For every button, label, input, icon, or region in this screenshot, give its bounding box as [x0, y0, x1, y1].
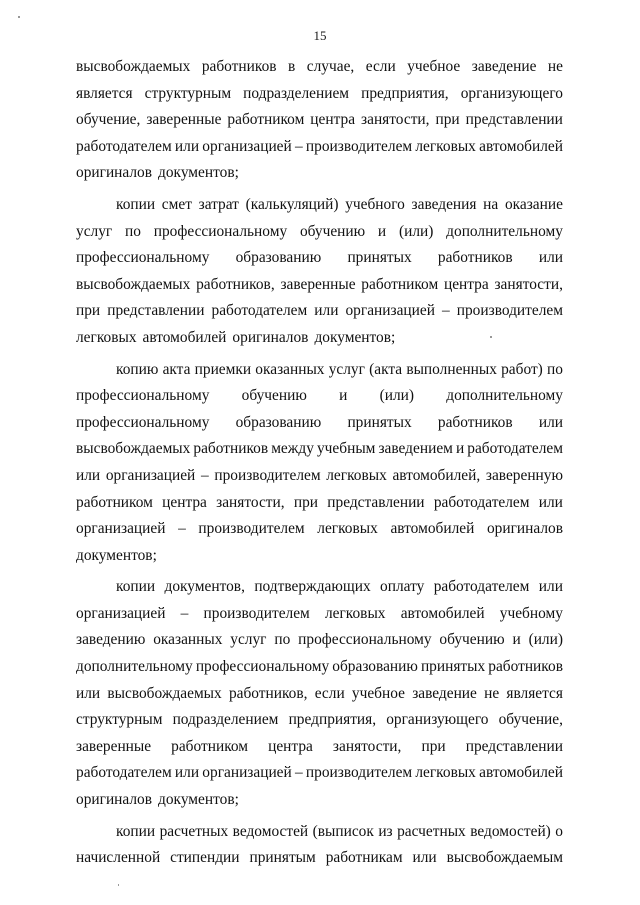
- text-line: структурным подразделением предприятия, организующего обучение,: [76, 711, 563, 729]
- text-line: легковых автомобилей оригиналов документов;: [76, 328, 396, 346]
- text-line: организацией – производителем легковых автомобилей оригиналов: [76, 520, 563, 538]
- document-body: [76, 54, 563, 872]
- text-line: дополнительному профессиональному образованию принятых работников: [76, 658, 563, 676]
- text-line: профессиональному обучению и (или) дополнительному: [76, 387, 563, 405]
- text-line: оригиналов документов;: [76, 791, 239, 809]
- text-line: услуг по профессиональному обучению и (или) дополнительному: [76, 222, 563, 240]
- text-line: копии смет затрат (калькуляций) учебного заведения на оказание: [116, 195, 563, 213]
- text-line: обучение, заверенные работником центра занятости, при представлении: [76, 111, 563, 129]
- scan-speck: [18, 16, 20, 18]
- text-line: работодателем или организацией – производителем легковых автомобилей: [76, 764, 563, 782]
- text-line: при представлении работодателем или организацией – производителем: [76, 302, 563, 320]
- text-line: или организацией – производителем легковых автомобилей, заверенную: [76, 466, 563, 484]
- text-line: начисленной стипендии принятым работникам или высвобождаемым: [76, 849, 563, 867]
- text-line: профессиональному образованию принятых работников или: [76, 249, 563, 267]
- text-line: документов;: [76, 546, 157, 564]
- text-line: высвобождаемых работников, заверенные работником центра занятости,: [76, 275, 563, 293]
- text-line: копии расчетных ведомостей (выписок из расчетных ведомостей) о: [116, 822, 563, 840]
- text-line: заверенные работником центра занятости, при представлении: [76, 737, 563, 755]
- scan-speck: [118, 884, 119, 886]
- text-line: работником центра занятости, при представлении работодателем или: [76, 493, 563, 511]
- text-line: профессиональному образованию принятых работников или: [76, 413, 563, 431]
- text-line: является структурным подразделением предприятия, организующего: [76, 84, 563, 102]
- text-line: копии документов, подтверждающих оплату работодателем или: [116, 578, 563, 596]
- text-line: копию акта приемки оказанных услуг (акта выполненных работ) по: [116, 360, 563, 378]
- text-line: или высвобождаемых работников, если учебное заведение не является: [76, 684, 563, 702]
- text-line: высвобождаемых работников в случае, если учебное заведение не: [76, 58, 563, 75]
- text-line: оригиналов документов;: [76, 164, 239, 182]
- text-line: высвобождаемых работников между учебным заведением и работодателем: [76, 440, 563, 458]
- scan-speck: [490, 336, 492, 338]
- text-line: заведению оказанных услуг по профессиональному обучению и (или): [76, 631, 563, 649]
- text-line: работодателем или организацией – производителем легковых автомобилей: [76, 137, 563, 155]
- page-number: 15: [313, 28, 327, 43]
- text-line: организацией – производителем легковых автомобилей учебному: [76, 604, 563, 622]
